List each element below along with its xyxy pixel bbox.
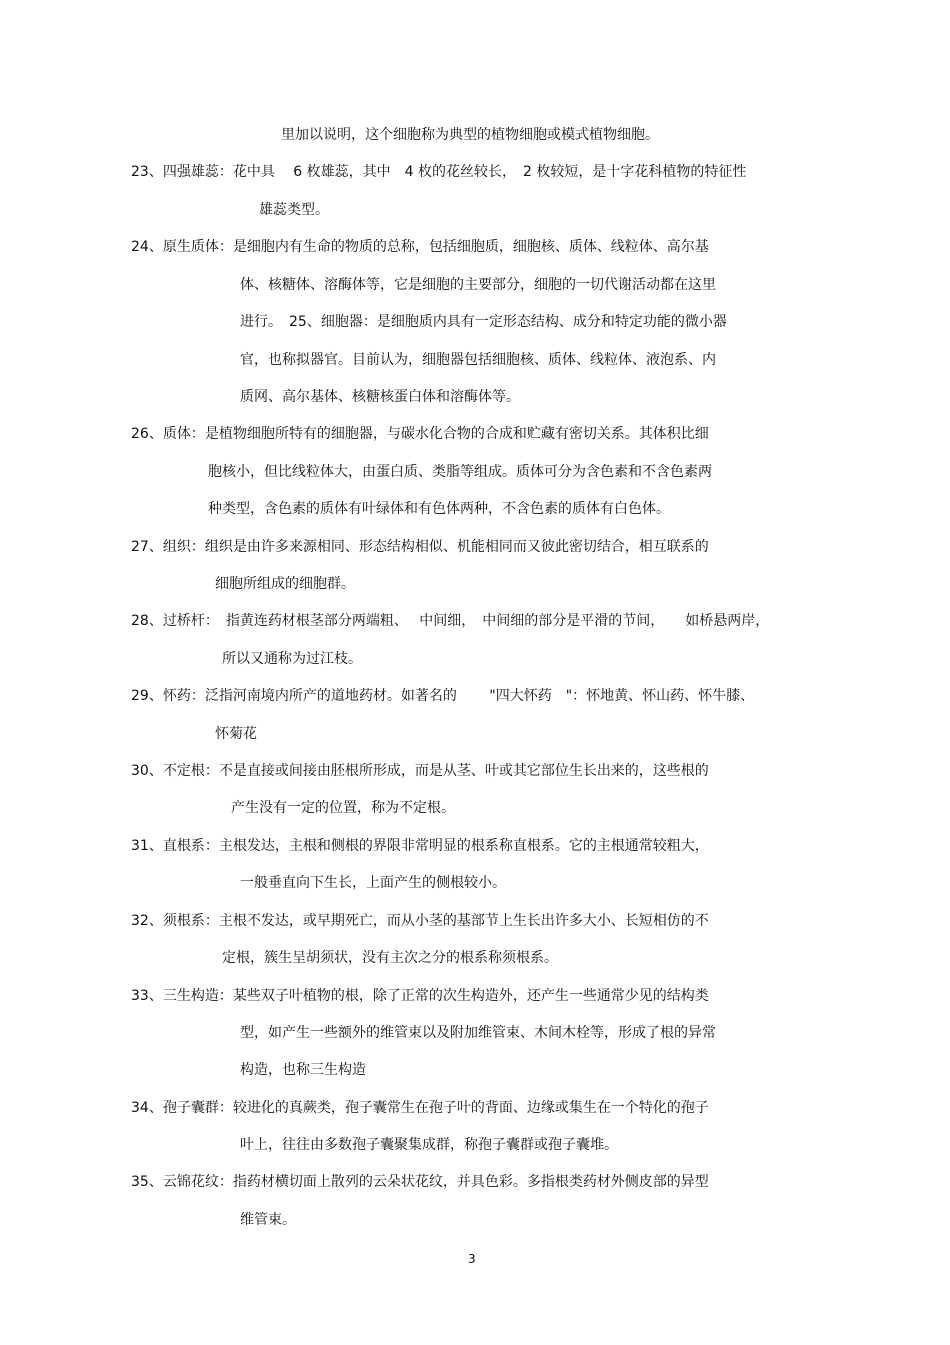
term-30-line: 30、不定根：不是直接或间接由胚根所形成，而是从茎、叶或其它部位生长出来的，这些根的 <box>131 763 709 779</box>
text-line: 胞核小，但比线粒体大，由蛋白质、类脂等组成。质体可分为含色素和不含色素两 <box>208 464 712 480</box>
text-line: 质网、高尔基体、核糖核蛋白体和溶酶体等。 <box>240 389 520 405</box>
term-25-line: 进行。 25、细胞器：是细胞质内具有一定形态结构、成分和特定功能的微小器 <box>240 314 727 330</box>
text-line: 产生没有一定的位置，称为不定根。 <box>231 800 455 816</box>
text-line: 官，也称拟器官。目前认为，细胞器包括细胞核、质体、线粒体、液泡系、内 <box>240 352 716 368</box>
term-23-line: 23、四强雄蕊：花中具 6 枚雄蕊，其中 4 枚的花丝较长， 2 枚较短，是十字花科植物的特征性 <box>131 164 747 180</box>
text-line: 里加以说明，这个细胞称为典型的植物细胞或模式植物细胞。 <box>281 127 659 143</box>
text-line: 维管束。 <box>240 1212 296 1228</box>
text-line: 所以又通称为过江枝。 <box>222 651 362 667</box>
text-line: 定根，簇生呈胡须状，没有主次之分的根系称须根系。 <box>222 950 558 966</box>
text-line: 叶上，往往由多数孢子囊聚集成群，称孢子囊群或孢子囊堆。 <box>240 1137 618 1153</box>
text-line: 一般垂直向下生长，上面产生的侧根较小。 <box>240 875 506 891</box>
page-number: 3 <box>468 1252 476 1266</box>
term-35-line: 35、云锦花纹：指药材横切面上散列的云朵状花纹，并具色彩。多指根类药材外侧皮部的异型 <box>131 1174 709 1190</box>
term-26-line: 26、质体：是植物细胞所特有的细胞器，与碳水化合物的合成和贮藏有密切关系。其体积比细 <box>131 426 709 442</box>
term-24-line: 24、原生质体：是细胞内有生命的物质的总称，包括细胞质，细胞核、质体、线粒体、高尔基 <box>131 239 709 255</box>
text-line: 细胞所组成的细胞群。 <box>215 576 355 592</box>
term-33-line: 33、三生构造：某些双子叶植物的根，除了正常的次生构造外，还产生一些通常少见的结构类 <box>131 988 709 1004</box>
text-line: 雄蕊类型。 <box>259 202 329 218</box>
term-29-line: 29、怀药：泛指河南境内所产的道地药材。如著名的 "四大怀药 "：怀地黄、怀山药、怀牛膝、 <box>131 688 755 704</box>
text-line: 体、核糖体、溶酶体等，它是细胞的主要部分，细胞的一切代谢活动都在这里 <box>240 277 716 293</box>
term-34-line: 34、孢子囊群：较进化的真蕨类，孢子囊常生在孢子叶的背面、边缘或集生在一个特化的孢子 <box>131 1100 709 1116</box>
term-28-line: 28、过桥杆： 指黄连药材根茎部分两端粗、 中间细， 中间细的部分是平滑的节间， 如桥悬两岸， <box>131 613 770 629</box>
text-line: 构造，也称三生构造 <box>240 1062 366 1078</box>
term-32-line: 32、须根系：主根不发达，或早期死亡，而从小茎的基部节上生长出许多大小、长短相仿的不 <box>131 913 709 929</box>
term-31-line: 31、直根系：主根发达，主根和侧根的界限非常明显的根系称直根系。它的主根通常较粗大， <box>131 838 709 854</box>
text-line: 种类型，含色素的质体有叶绿体和有色体两种，不含色素的质体有白色体。 <box>208 501 670 517</box>
text-line: 型，如产生一些额外的维管束以及附加维管束、木间木栓等，形成了根的异常 <box>240 1025 716 1041</box>
text-line: 怀菊花 <box>215 726 257 742</box>
term-27-line: 27、组织：组织是由许多来源相同、形态结构相似、机能相同而又彼此密切结合，相互联系的 <box>131 539 709 555</box>
